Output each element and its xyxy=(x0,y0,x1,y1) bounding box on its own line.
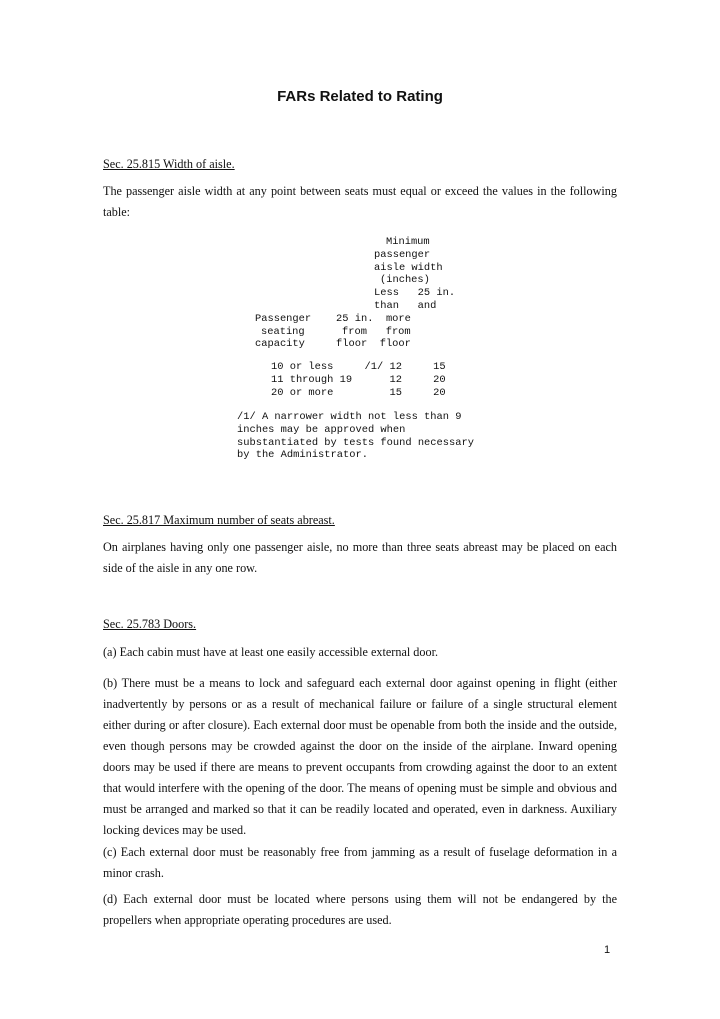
section-heading-25-815: Sec. 25.815 Width of aisle. xyxy=(103,157,235,171)
page-number: 1 xyxy=(604,944,611,956)
header-line: (inches) xyxy=(380,274,430,287)
header-line: than and xyxy=(374,299,437,312)
header-line: capacity floor floor xyxy=(255,338,411,351)
aisle-width-table-rows: 10 or less /1/ 12 15 11 through 19 12 20 20 or more 15 20 xyxy=(271,361,446,399)
aisle-width-footnote: /1/ A narrower width not less than 9 inches may be approved when substantiated by tests found necessary by the Administrator. xyxy=(237,411,474,462)
header-line: Less 25 in. xyxy=(374,287,456,300)
header-line: Passenger 25 in. more xyxy=(255,312,411,325)
doors-para-d: (d) Each external door must be located where persons using them will not be endangered by the propellers when appropriate operating procedures are used. xyxy=(103,892,617,927)
aisle-width-table-header xyxy=(255,236,455,351)
aisle-width-intro: The passenger aisle width at any point between seats must equal or exceed the values in the following table: xyxy=(103,184,617,219)
doors-para-b: (b) There must be a means to lock and safeguard each external door against opening in flight (either inadvertently by persons or as a result of mechanical failure or failure of a single structural element either during or after closure). Each external door must be openable from both the inside and the outside, even though persons may be crowded against the door on the inside of the airplane. Inward opening doors may be used if there are means to prevent occupants from crowding against the door to an extent that would interfere with the opening of the door. The means of opening must be simple and obvious and must be arranged and marked so that it can be readily located and operated, even in darkness. Auxiliary locking devices may be used. xyxy=(103,676,617,837)
section-heading-25-817: Sec. 25.817 Maximum number of seats abreast. xyxy=(103,513,335,527)
header-line: aisle width xyxy=(374,261,443,274)
header-line: passenger xyxy=(374,248,431,261)
header-line: Minimum xyxy=(386,236,430,248)
page-title: FARs Related to Rating xyxy=(277,88,443,105)
header-line: seating from from xyxy=(261,325,411,338)
doors-para-a: (a) Each cabin must have at least one easily accessible external door. xyxy=(103,645,439,659)
doors-para-c: (c) Each external door must be reasonably free from jamming as a result of fuselage deformation in a minor crash. xyxy=(103,845,617,880)
seats-abreast-text: On airplanes having only one passenger aisle, no more than three seats abreast may be placed on each side of the aisle in any one row. xyxy=(103,540,617,575)
section-heading-25-783: Sec. 25.783 Doors. xyxy=(103,617,197,631)
